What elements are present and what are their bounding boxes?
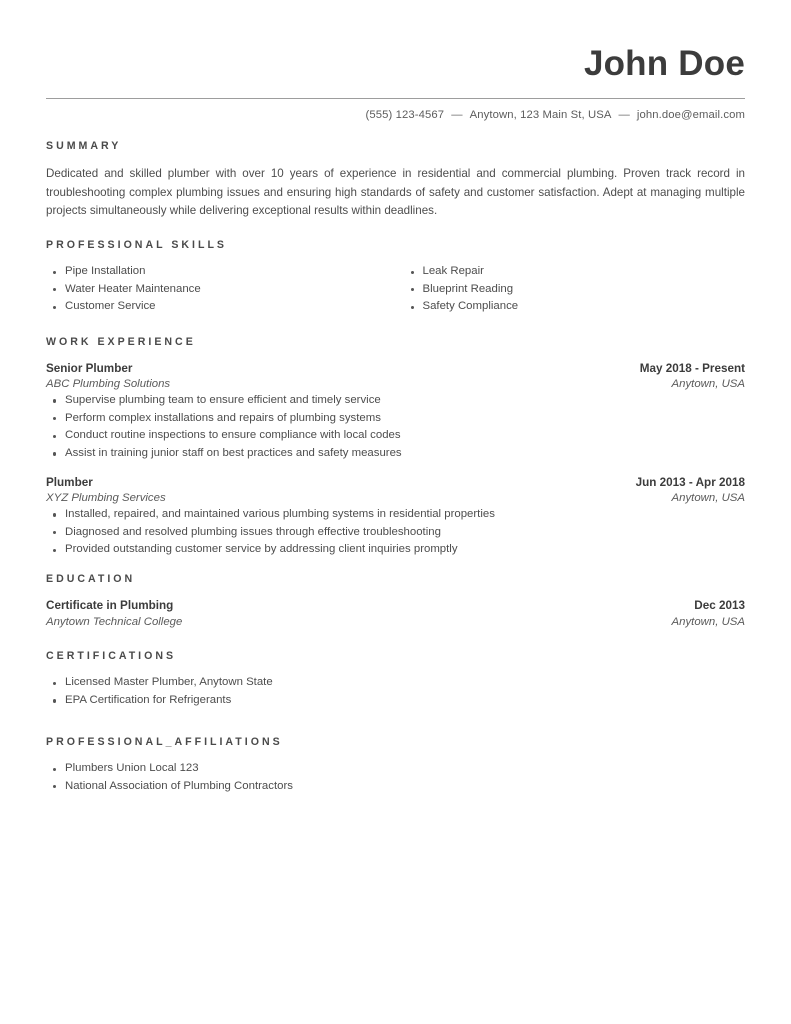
skills-columns xyxy=(46,264,745,317)
skills-list-left xyxy=(46,264,396,314)
list-item: Supervise plumbing team to ensure efficient and timely service xyxy=(46,393,745,408)
job-responsibilities xyxy=(46,507,745,557)
contact-separator: — xyxy=(451,109,463,122)
job-title: Senior Plumber xyxy=(46,362,133,376)
section-professional-skills xyxy=(46,239,745,317)
section-summary xyxy=(46,140,745,220)
section-professional-affiliations xyxy=(46,736,745,794)
list-item: Diagnosed and resolved plumbing issues through effective troubleshooting xyxy=(46,525,745,540)
experience-entry-header xyxy=(46,361,745,393)
section-heading-affiliations: PROFESSIONAL_AFFILIATIONS xyxy=(46,736,283,749)
list-item: Installed, repaired, and maintained various plumbing systems in residential properties xyxy=(46,507,745,522)
resume-header xyxy=(46,0,745,121)
candidate-name: John Doe xyxy=(583,44,745,83)
section-heading-summary: SUMMARY xyxy=(46,140,122,153)
contact-line xyxy=(46,99,745,121)
list-item: National Association of Plumbing Contractors xyxy=(46,779,745,794)
section-heading-experience: WORK EXPERIENCE xyxy=(46,336,196,349)
job-dates: Jun 2013 - Apr 2018 xyxy=(635,476,745,490)
job-dates: May 2018 - Present xyxy=(639,362,745,376)
list-item: Water Heater Maintenance xyxy=(46,282,396,297)
education-entry-right xyxy=(672,598,745,630)
list-item: Assist in training junior staff on best practices and safety measures xyxy=(46,446,745,461)
education-location: Anytown, USA xyxy=(671,615,745,628)
experience-entry-left xyxy=(46,361,640,393)
section-education xyxy=(46,573,745,630)
list-item: Pipe Installation xyxy=(46,264,396,279)
education-entry-header xyxy=(46,598,745,630)
contact-email[interactable]: john.doe@email.com xyxy=(636,109,745,122)
list-item: Perform complex installations and repairs of plumbing systems xyxy=(46,411,745,426)
education-entry-left xyxy=(46,598,672,630)
list-item: Plumbers Union Local 123 xyxy=(46,761,745,776)
list-item: EPA Certification for Refrigerants xyxy=(46,693,745,708)
section-work-experience xyxy=(46,336,745,557)
list-item: Conduct routine inspections to ensure compliance with local codes xyxy=(46,428,745,443)
certifications-list xyxy=(46,675,745,708)
job-location: Anytown, USA xyxy=(671,378,745,391)
experience-entry-right xyxy=(640,361,745,393)
skills-column-left xyxy=(46,264,396,317)
skills-column-right xyxy=(396,264,746,317)
degree-title: Certificate in Plumbing xyxy=(46,599,174,613)
section-certifications xyxy=(46,650,745,708)
education-dates: Dec 2013 xyxy=(694,599,745,613)
affiliations-list xyxy=(46,761,745,794)
list-item: Blueprint Reading xyxy=(404,282,746,297)
contact-separator: — xyxy=(618,109,630,122)
list-item: Provided outstanding customer service by addressing client inquiries promptly xyxy=(46,542,745,557)
section-heading-certifications: CERTIFICATIONS xyxy=(46,650,177,663)
experience-entry-right xyxy=(636,475,745,507)
job-responsibilities xyxy=(46,393,745,461)
list-item: Leak Repair xyxy=(404,264,746,279)
skills-list-right xyxy=(404,264,746,314)
education-entry xyxy=(46,598,745,630)
section-heading-skills: PROFESSIONAL SKILLS xyxy=(46,239,228,252)
job-location: Anytown, USA xyxy=(671,492,745,505)
school-name: Anytown Technical College xyxy=(46,615,183,628)
contact-address: Anytown, 123 Main St, USA xyxy=(469,109,612,122)
contact-phone: (555) 123-4567 xyxy=(365,109,445,122)
list-item: Safety Compliance xyxy=(404,299,746,314)
summary-paragraph: Dedicated and skilled plumber with over 10 years of experience in residential and commercial plumbing. Proven track record in troubleshooting complex plumbing issues and ensuring high standards of safety and customer satisfaction. Adept at managing multiple projects simultaneously while delivering exceptional results within deadlines. xyxy=(46,167,745,217)
list-item: Licensed Master Plumber, Anytown State xyxy=(46,675,745,690)
company-name: XYZ Plumbing Services xyxy=(46,492,166,505)
job-title: Plumber xyxy=(46,476,93,490)
experience-entry xyxy=(46,475,745,557)
experience-entry xyxy=(46,361,745,461)
list-item: Customer Service xyxy=(46,299,396,314)
company-name: ABC Plumbing Solutions xyxy=(46,378,171,391)
experience-entry-header xyxy=(46,475,745,507)
section-heading-education: EDUCATION xyxy=(46,573,136,586)
experience-entry-left xyxy=(46,475,636,507)
